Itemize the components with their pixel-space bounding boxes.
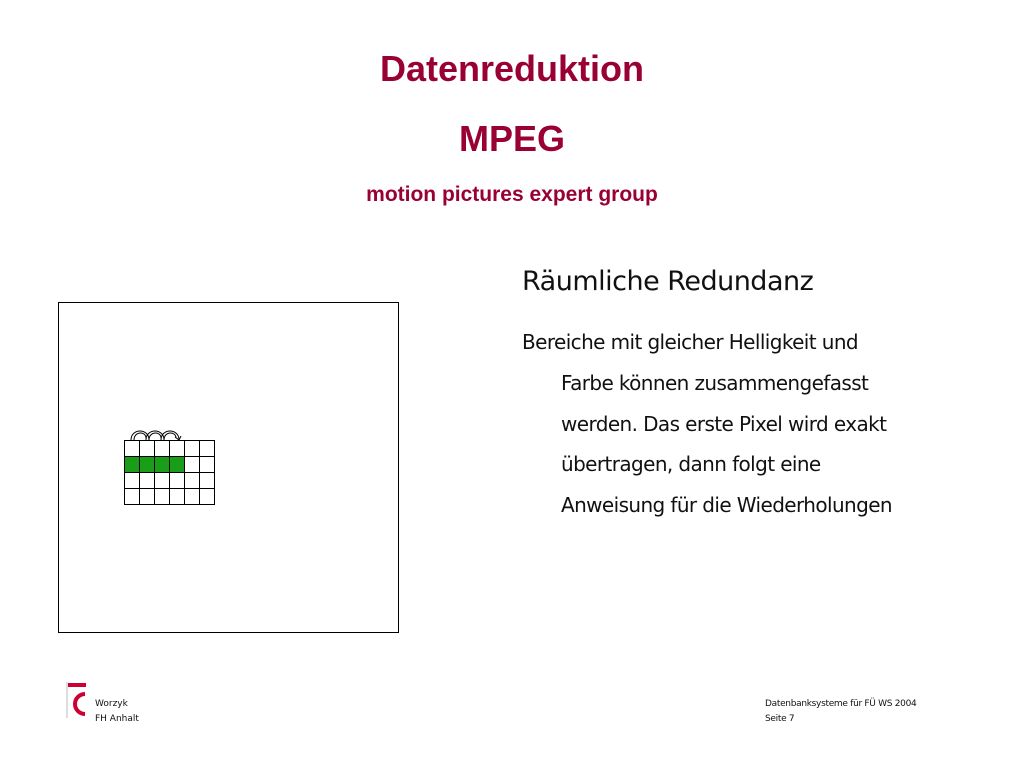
- body-line: Bereiche mit gleicher Helligkeit und: [522, 330, 858, 354]
- pixel-cell: [170, 441, 185, 457]
- footer-left: [95, 697, 139, 727]
- pixel-cell: [185, 489, 200, 505]
- pixel-cell: [155, 441, 170, 457]
- body-line: Farbe können zusammengefasst: [561, 370, 869, 395]
- pixel-cell: [140, 489, 155, 505]
- footer-author: Worzyk: [95, 699, 128, 709]
- section-heading: Räumliche Redundanz: [522, 266, 814, 297]
- pixel-cell: [170, 489, 185, 505]
- footer-right: [765, 697, 916, 727]
- pixel-cell: [185, 473, 200, 489]
- pixel-cell: [200, 473, 215, 489]
- pixel-cell: [185, 441, 200, 457]
- footer-course: Datenbanksysteme für FÜ WS 2004: [765, 699, 917, 709]
- body-line: übertragen, dann folgt eine: [561, 452, 821, 477]
- fh-anhalt-logo-icon: [66, 682, 88, 718]
- footer-page-number: Seite 7: [765, 714, 795, 724]
- pixel-cell: [125, 489, 140, 505]
- pixel-cell: [200, 441, 215, 457]
- pixel-cell: [155, 489, 170, 505]
- slide-title: Datenreduktion: [379, 48, 645, 89]
- body-paragraph: [522, 322, 962, 526]
- pixel-cell: [170, 457, 185, 473]
- pixel-cell: [125, 441, 140, 457]
- pixel-cell: [140, 473, 155, 489]
- pixel-cell: [125, 457, 140, 473]
- pixel-cell: [200, 489, 215, 505]
- pixel-cell: [140, 457, 155, 473]
- slide-subtitle: MPEG: [458, 118, 565, 159]
- pixel-cell: [125, 473, 140, 489]
- slide-subtitle-description: motion pictures expert group: [366, 183, 658, 206]
- pixel-grid: [124, 440, 215, 505]
- pixel-cell: [200, 457, 215, 473]
- pixel-cell: [140, 441, 155, 457]
- body-line: werden. Das erste Pixel wird exakt: [561, 411, 887, 436]
- pixel-cell: [170, 473, 185, 489]
- body-line: Anweisung für die Wiederholungen: [561, 493, 892, 518]
- image-frame: [58, 302, 399, 633]
- pixel-cell: [185, 457, 200, 473]
- pixel-cell: [155, 457, 170, 473]
- footer-institution: FH Anhalt: [95, 714, 139, 724]
- pixel-cell: [155, 473, 170, 489]
